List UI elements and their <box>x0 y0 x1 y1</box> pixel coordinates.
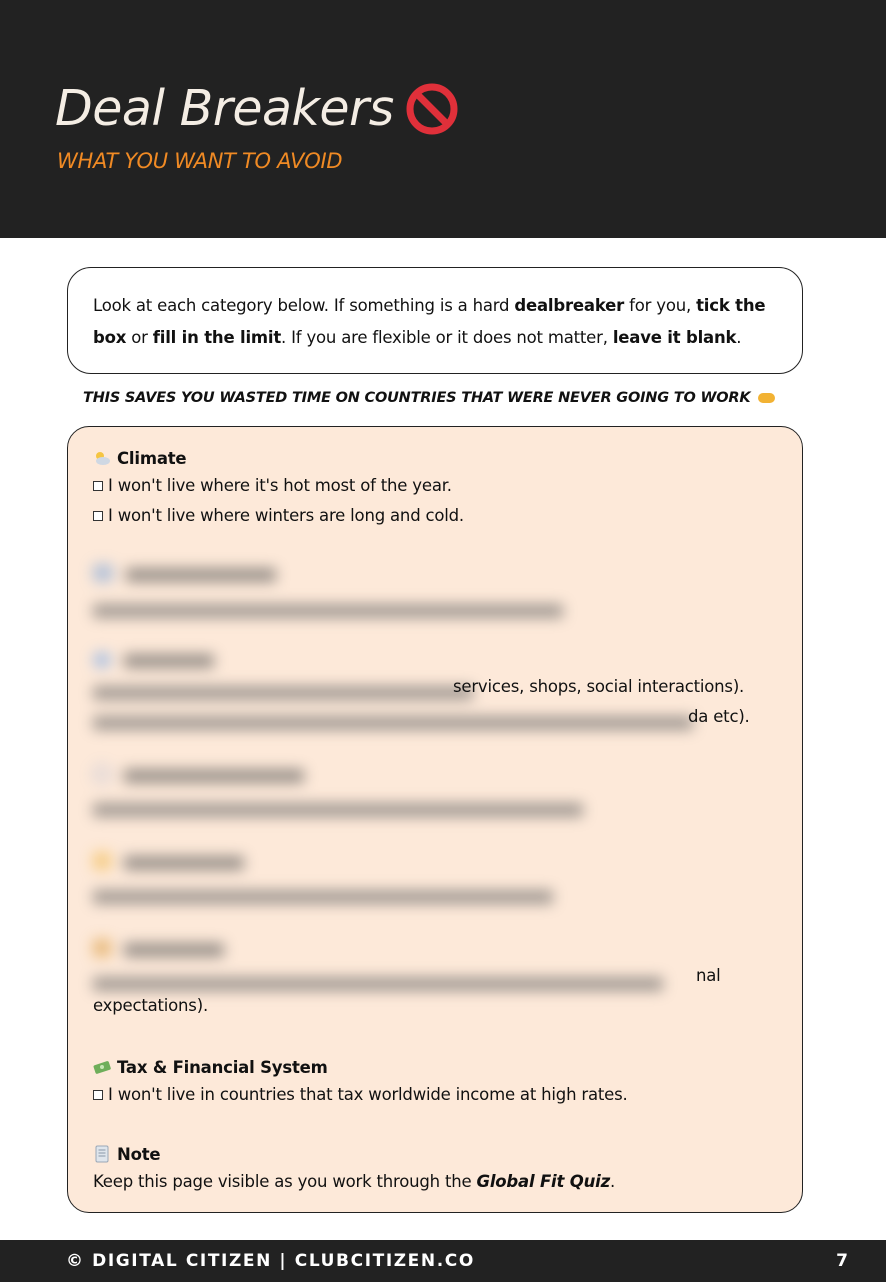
speech-bubble-icon <box>93 652 111 668</box>
checkbox-label: I won't live in countries that tax worldwide income at high rates. <box>108 1085 628 1104</box>
intro-bold: leave it blank <box>612 328 737 347</box>
money-icon <box>93 1058 111 1076</box>
note-text-part: . <box>609 1172 616 1191</box>
memo-icon <box>93 1145 111 1163</box>
no-entry-icon <box>404 81 460 137</box>
page-title <box>55 80 460 137</box>
partial-text: expectations). <box>93 996 208 1015</box>
intro-text: Look at each category below. If something is a hard <box>93 296 515 315</box>
checkbox-item[interactable] <box>93 1080 628 1110</box>
intro-text: or <box>126 328 153 347</box>
section-title: Note <box>117 1144 161 1164</box>
blurred-icon <box>93 564 113 582</box>
blurred-icon <box>93 852 111 870</box>
checkbox-item[interactable] <box>93 471 464 501</box>
footer <box>0 1240 886 1282</box>
dealbreaker-panel <box>67 426 803 1213</box>
intro-bold: tick the box <box>93 296 766 347</box>
mosque-icon <box>93 939 111 957</box>
blurred-section <box>93 852 553 904</box>
partial-text: da etc). <box>688 707 750 726</box>
section-climate <box>93 445 464 530</box>
blurred-line <box>93 890 553 904</box>
section-heading <box>93 1141 615 1167</box>
checkbox[interactable] <box>93 511 103 521</box>
section-heading <box>93 1054 628 1080</box>
intro-bold: fill in the limit <box>152 328 282 347</box>
note-text-part: Keep this page visible as you work through the <box>93 1172 477 1191</box>
sun-cloud-icon <box>93 449 111 467</box>
checkbox-label: I won't live where winters are long and cold. <box>108 505 464 525</box>
blurred-section <box>93 765 583 817</box>
quiz-name: Global Fit Quiz <box>476 1172 610 1191</box>
blurred-line <box>93 977 663 991</box>
blurred-section <box>93 939 663 991</box>
checkbox-item[interactable] <box>93 501 464 531</box>
section-note <box>93 1141 615 1197</box>
clock-icon <box>93 765 111 783</box>
blurred-line <box>93 716 693 730</box>
checkbox[interactable] <box>93 1090 103 1100</box>
section-heading <box>93 445 464 471</box>
checkbox[interactable] <box>93 481 103 491</box>
page-title-text: Deal Breakers <box>55 80 394 137</box>
footer-copyright: © DIGITAL CITIZEN | CLUBCITIZEN.CO <box>66 1251 475 1271</box>
blurred-line <box>93 686 473 700</box>
instructions-box <box>67 267 803 374</box>
blurred-line <box>93 803 583 817</box>
blurred-line <box>93 604 563 618</box>
intro-text: . <box>736 328 742 347</box>
header <box>0 0 886 238</box>
blurred-title <box>124 769 304 783</box>
page-number: 7 <box>836 1251 848 1271</box>
intro-text: for you, <box>624 296 697 315</box>
blurred-title <box>124 654 214 668</box>
note-text <box>93 1167 615 1197</box>
section-title: Climate <box>117 448 187 468</box>
partial-text: nal <box>696 966 721 985</box>
partial-text: services, shops, social interactions). <box>453 677 745 696</box>
blurred-title <box>126 568 276 582</box>
checkbox-label: I won't live where it's hot most of the year. <box>108 476 452 495</box>
section-tax <box>93 1054 628 1110</box>
blurred-title <box>124 943 224 957</box>
blurred-title <box>124 856 244 870</box>
intro-text: . If you are flexible or it does not matter, <box>281 328 613 347</box>
section-title: Tax & Financial System <box>117 1057 328 1077</box>
blurred-section <box>93 564 563 618</box>
intro-bold: dealbreaker <box>514 296 625 315</box>
tagline <box>83 390 775 406</box>
tagline-text: THIS SAVES YOU WASTED TIME ON COUNTRIES THAT WERE NEVER GOING TO WORK <box>83 390 751 406</box>
handshake-icon <box>758 393 775 403</box>
page-subtitle: WHAT YOU WANT TO AVOID <box>57 149 343 173</box>
